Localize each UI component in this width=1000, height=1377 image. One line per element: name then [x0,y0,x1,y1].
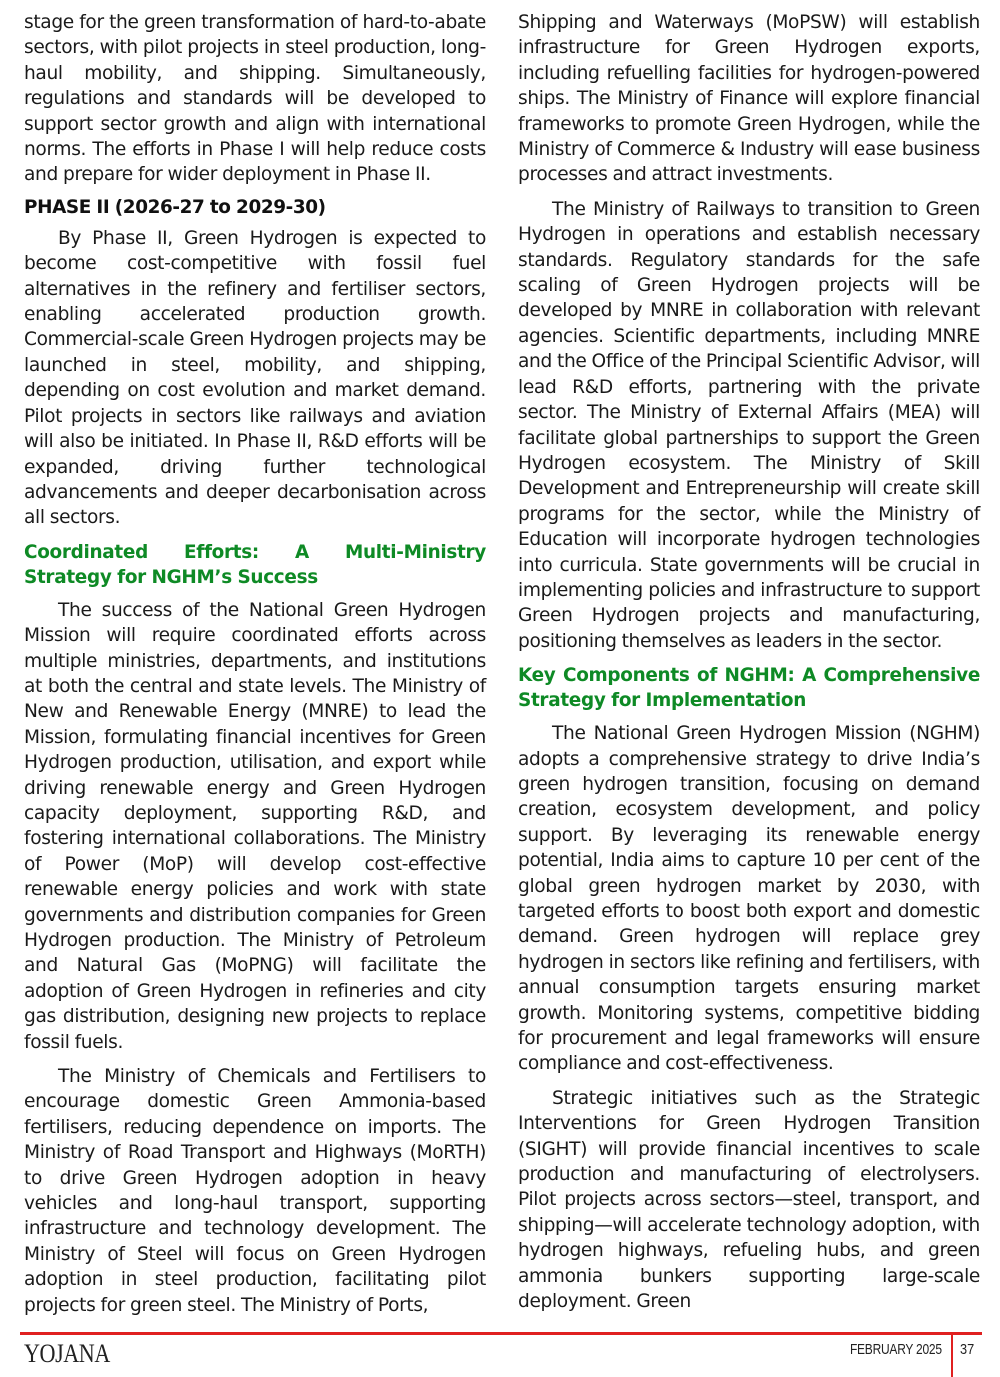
left-column [24,10,486,1318]
body-paragraph: The Ministry of Railways to transition to Green Hydrogen in operations and establish necessary standards. Regulatory standards for the safe scaling of Green Hydrogen projects will be developed by MNRE in collaboration with relevant agencies. Scientific departments, including MNRE and the Office of the Principal Scientific Advisor, will lead R&D efforts, partnering with the private sector. The Ministry of External Affairs (MEA) will facilitate global partnerships to support the Green Hydrogen ecosystem. The Ministry of Skill Development and Entrepreneurship will create skill programs for the sector, while the Ministry of Education will incorporate hydrogen technologies into curricula. State governments will be crucial in implementing policies and infrastructure to support Green Hydrogen projects and manufacturing, positioning themselves as leaders in the sector. [518,198,980,652]
section-heading: Key Components of NGHM: A Comprehensive Strategy for Implementation [518,665,980,712]
body-paragraph: stage for the green transformation of hard-to-abate sectors, with pilot projects in steel production, long-haul mobility, and shipping. Simultaneously, regulations and standards will be developed to support sector growth and align with international norms. The efforts in Phase I will help reduce costs and prepare for wider deployment in Phase II. [24,12,486,186]
body-paragraph: The National Green Hydrogen Mission (NGHM) adopts a comprehensive strategy to drive India’s green hydrogen transition, focusing on demand creation, ecosystem development, and policy support. By leveraging its renewable energy potential, India aims to capture 10 per cent of the global green hydrogen market by 2030, with targeted efforts to boost both export and domestic demand. Green hydrogen will replace grey hydrogen in sectors like refining and fertilisers, with annual consumption targets ensuring market growth. Monitoring systems, competitive bidding for procurement and legal frameworks will ensure compliance and cost-effectiveness. [518,723,980,1075]
magazine-brand: YOJANA [24,1339,110,1368]
body-paragraph: The Ministry of Chemicals and Fertilisers to encourage domestic Green Ammonia-based fertilisers, reducing dependence on imports. The Ministry of Road Transport and Highways (MoRTH) to drive Green Hydrogen adoption in heavy vehicles and long-haul transport, supporting infrastructure and technology development. The Ministry of Steel will focus on Green Hydrogen adoption in steel production, facilitating pilot projects for green steel. The Ministry of Ports, [24,1066,486,1316]
body-paragraph: By Phase II, Green Hydrogen is expected to become cost-competitive with fossil fuel alternatives in the refinery and fertiliser sectors, enabling accelerated production growth. Commercial-scale Green Hydrogen projects may be launched in steel, mobility, and shipping, depending on cost evolution and market demand. Pilot projects in sectors like railways and aviation will also be initiated. In Phase II, R&D efforts will be expanded, driving further technological advancements and deeper decarbonisation across all sectors. [24,227,486,529]
issue-date: FEBRUARY 2025 [850,1341,942,1358]
page-number: 37 [960,1341,975,1358]
right-column [518,10,980,1315]
body-paragraph: The success of the National Green Hydrogen Mission will require coordinated efforts across multiple ministries, departments, and institutions at both the central and state levels. The Ministry of New and Renewable Energy (MNRE) to lead the Mission, formulating financial incentives for Green Hydrogen production, utilisation, and export while driving renewable energy and Green Hydrogen capacity deployment, supporting R&D, and fostering international collaborations. The Ministry of Power (MoP) will develop cost-effective renewable energy policies and work with state governments and distribution companies for Green Hydrogen production. The Ministry of Petroleum and Natural Gas (MoPNG) will facilitate the adoption of Green Hydrogen in refineries and city gas distribution, designing new projects to replace fossil fuels. [24,599,486,1053]
footer-divider [951,1332,953,1377]
phase-heading: PHASE II (2026-27 to 2029-30) [24,196,326,218]
footer-rule [20,1332,982,1335]
body-paragraph: Strategic initiatives such as the Strategic Interventions for Green Hydrogen Transition (SIGHT) will provide financial incentives to scale production and manufacturing of electrolysers. Pilot projects across sectors—steel, transport, and shipping—will accelerate technology adoption, with hydrogen highways, refueling hubs, and green ammonia bunkers supporting large-scale deployment. Green [518,1087,980,1313]
body-paragraph: Shipping and Waterways (MoPSW) will establish infrastructure for Green Hydrogen exports, including refuelling facilities for hydrogen-powered ships. The Ministry of Finance will explore financial frameworks to promote Green Hydrogen, while the Ministry of Commerce & Industry will ease business processes and attract investments. [518,12,980,186]
section-heading: Coordinated Efforts: A Multi-Ministry Strategy for NGHM’s Success [24,541,486,588]
